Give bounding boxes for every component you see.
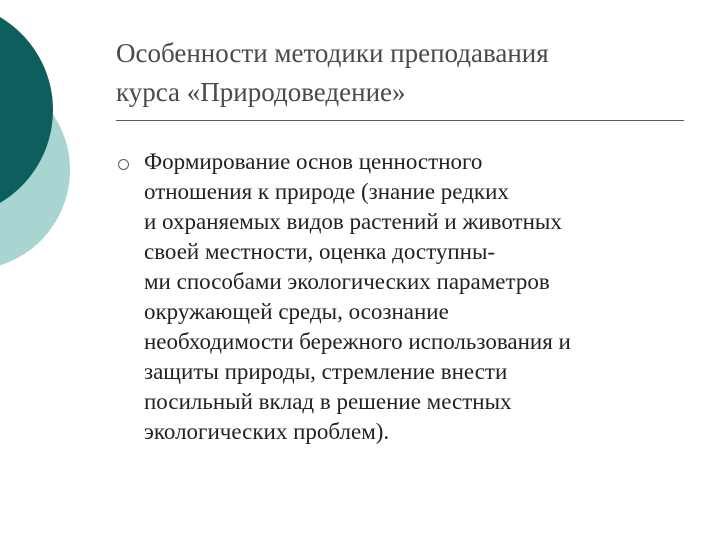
bullet-line: посильный вклад в решение местных <box>144 389 512 414</box>
bullet-line: и охраняемых видов растений и животных <box>144 209 562 234</box>
title-divider <box>116 120 684 121</box>
slide-title <box>116 34 696 112</box>
bullet-line: Формирование основ ценностного <box>144 149 483 174</box>
bullet-line: экологических проблем). <box>144 419 390 444</box>
title-line: курса «Природоведение» <box>116 77 406 107</box>
bullet-line: своей местности, оценка доступны- <box>144 239 496 264</box>
bullet-text <box>144 147 704 447</box>
bullet-line: окружающей среды, осознание <box>144 299 449 324</box>
bullet-line: отношения к природе (знание редких <box>144 179 509 204</box>
decorative-circles <box>0 0 110 300</box>
bullet-line: ми способами экологических параметров <box>144 269 550 294</box>
title-line: Особенности методики преподавания <box>116 38 549 68</box>
hollow-circle-icon <box>118 159 129 170</box>
bullet-line: необходимости бережного использования и <box>144 329 571 354</box>
bullet-line: защиты природы, стремление внести <box>144 359 508 384</box>
